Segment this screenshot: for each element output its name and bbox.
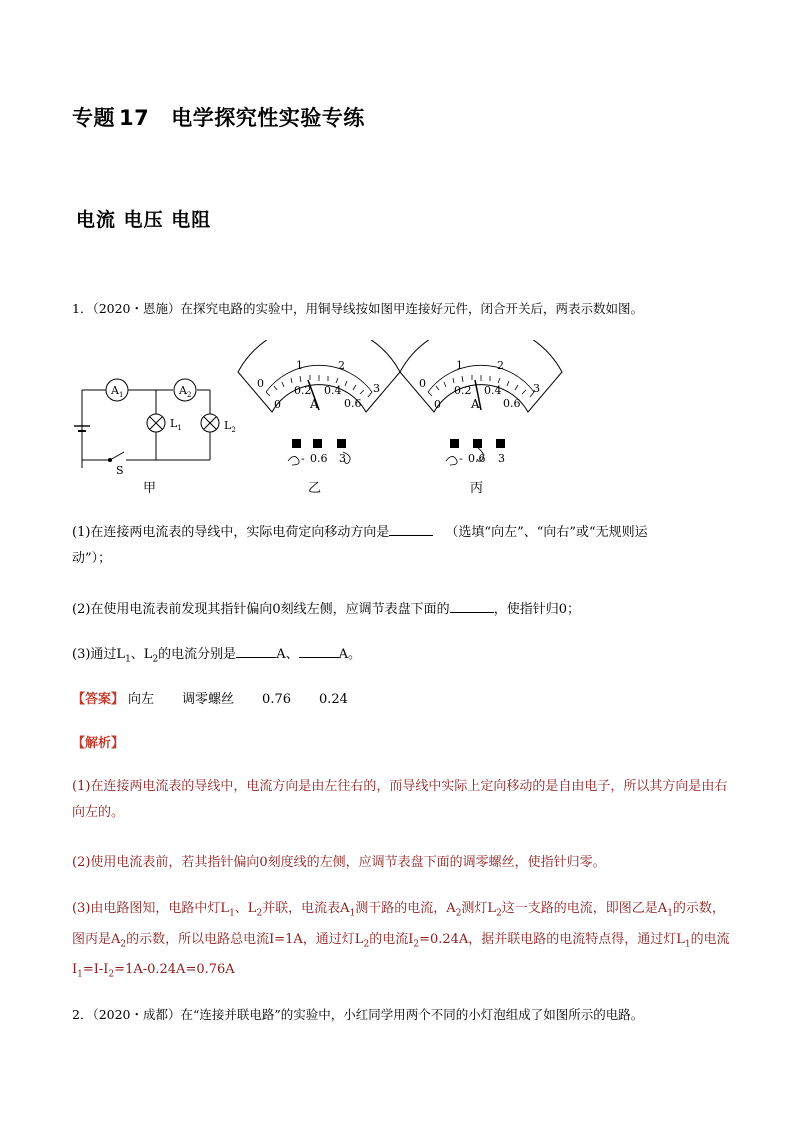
a3-0: (3)由电路图知，电路中灯L xyxy=(72,901,230,916)
dial-bing-top-1: 1 xyxy=(456,359,463,372)
lamp-2-label: $L_2$ xyxy=(224,419,236,434)
a3-4: 并联，电流表A xyxy=(262,901,350,916)
section-heading: 电流 电压 电阻 xyxy=(76,209,212,231)
dial-yi-top-0: 0 xyxy=(257,377,264,390)
part3-text-b: 、L xyxy=(130,647,153,662)
a3-13: 2 xyxy=(120,939,127,950)
dial-bing-terminal-3: 3 xyxy=(498,452,505,465)
ammeter-2-label: $A_2$ xyxy=(179,384,192,399)
a3-14: 的示数，所以电路总电流I=1A，通过灯L xyxy=(126,931,364,947)
dial-yi-terminal-neg: - xyxy=(301,452,305,465)
analysis-paragraph-2: (2)使用电流表前，若其指针偏向0刻度线的左侧，应调节表盘下面的调零螺丝，使指针归零。 xyxy=(72,855,606,870)
question-1-figure xyxy=(60,340,580,500)
dial-bing-caption: 丙 xyxy=(470,481,484,496)
dial-bing-terminal-neg: - xyxy=(459,452,463,465)
a3-6: 测干路的电流，A xyxy=(355,901,456,916)
dial-bing-top-0: 0 xyxy=(419,377,426,390)
analysis-paragraph-3 xyxy=(72,896,732,988)
a3-20: 的电流I xyxy=(72,931,730,978)
question-1-part-3 xyxy=(72,642,732,673)
dial-bing-bottom-1: 0.2 xyxy=(454,384,472,397)
part3-sub-1: 1 xyxy=(125,654,131,665)
a3-24: =1A-0.24A=0.76A xyxy=(114,962,235,978)
answer-label: 【答案】 xyxy=(72,692,125,707)
dial-bing-top-3: 3 xyxy=(533,382,540,395)
dial-yi-unit: A xyxy=(310,397,319,411)
dial-yi-top-3: 3 xyxy=(373,382,380,395)
answer-3: 0.76 xyxy=(262,692,291,707)
part3-sub-2: 2 xyxy=(152,654,159,665)
title-text: 电学探究性实验专练 xyxy=(171,106,365,130)
a3-16: 的电流I xyxy=(369,931,414,947)
part1-text-c: 动”）； xyxy=(72,551,112,566)
dial-yi-terminal-3: 3 xyxy=(339,452,346,465)
a3-18: =0.24A，据并联电路的电流特点得，通过灯L xyxy=(419,931,685,947)
title-prefix: 专题 xyxy=(72,106,115,130)
question-1-part-2 xyxy=(72,597,732,623)
ammeter-1-label: $A_1$ xyxy=(111,384,124,399)
title-number: 17 xyxy=(119,106,150,130)
dial-yi-caption: 乙 xyxy=(308,481,322,496)
part3-text-e: A。 xyxy=(338,647,361,662)
answer-line xyxy=(72,687,732,713)
circuit-caption: 甲 xyxy=(143,481,157,496)
a3-5: 1 xyxy=(349,908,356,919)
a3-12: 的示数，图丙是A xyxy=(72,901,725,947)
switch-label: S xyxy=(116,464,124,477)
part2-text-b: ，使指针归0； xyxy=(493,602,580,617)
ammeter-dial-yi xyxy=(238,340,400,412)
a3-9: 2 xyxy=(496,908,502,919)
question-2-stem: 2．（2020・成都）在“连接并联电路”的实验中，小红同学用两个不同的小灯泡组成了如图所示的电路。 xyxy=(72,1007,644,1022)
a3-17: 2 xyxy=(413,939,420,950)
ammeter-dial-bing xyxy=(400,340,562,412)
a3-11: 1 xyxy=(667,908,673,919)
part3-text-c: 的电流分别是 xyxy=(158,647,237,662)
dial-bing-terminal-06: 0.6 xyxy=(468,452,486,465)
part3-text-d: A、 xyxy=(276,647,299,662)
analysis-paragraph-1: (1)在连接两电流表的导线中，电流方向是由左往右的，而导线中实际上定向移动的是自由电子，所以其方向是由右向左的。 xyxy=(72,779,728,820)
dial-yi-terminal-06: 0.6 xyxy=(310,452,328,465)
a3-19: 1 xyxy=(684,939,691,950)
a3-23: 2 xyxy=(108,969,115,980)
part3-text-a: (3)通过L xyxy=(72,647,126,662)
part3-blank-1[interactable] xyxy=(236,644,276,658)
question-1-stem: 1．（2020・恩施）在探究电路的实验中，用铜导线按如图甲连接好元件，闭合开关后，两表示数如图。 xyxy=(72,301,644,316)
dial-yi-bottom-3: 0.6 xyxy=(344,397,362,410)
lamp-1-label: $L_1$ xyxy=(170,417,182,432)
dial-bing-bottom-3: 0.6 xyxy=(503,397,521,410)
part2-text-a: (2)在使用电流表前发现其指针偏向0刻线左侧，应调节表盘下面的 xyxy=(72,602,450,617)
a3-2: 、L xyxy=(234,901,257,916)
a3-21: 1 xyxy=(77,969,83,980)
answer-1: 向左 xyxy=(128,692,155,707)
part1-blank[interactable] xyxy=(389,522,433,536)
a3-15: 2 xyxy=(363,939,370,950)
dial-bing-unit: A xyxy=(471,397,480,411)
dial-bing-bottom-2: 0.4 xyxy=(484,384,502,397)
dial-bing-bottom-0: 0 xyxy=(434,398,441,411)
dial-yi-top-2: 2 xyxy=(338,359,345,372)
a3-1: 1 xyxy=(229,908,235,919)
dial-yi-bottom-0: 0 xyxy=(274,398,281,411)
answer-2: 调零螺丝 xyxy=(182,692,235,707)
answer-4: 0.24 xyxy=(319,692,348,707)
part1-text-b: （选填“向左”、“向右”或“无规则运 xyxy=(445,525,648,540)
a3-8: 测灯L xyxy=(461,901,497,916)
part3-blank-2[interactable] xyxy=(299,644,339,658)
dial-yi-bottom-1: 0.2 xyxy=(294,384,312,397)
dial-yi-top-1: 1 xyxy=(296,359,303,372)
analysis-label: 【解析】 xyxy=(72,736,125,751)
part2-blank[interactable] xyxy=(450,599,494,613)
a3-10: 这一支路的电流，即图乙是A xyxy=(501,901,668,916)
a3-3: 2 xyxy=(256,908,263,919)
part1-text-a: (1)在连接两电流表的导线中，实际电荷定向移动方向是 xyxy=(72,525,390,540)
dial-bing-top-2: 2 xyxy=(497,359,504,372)
a3-7: 2 xyxy=(455,908,462,919)
circuit-diagram xyxy=(74,379,219,468)
dial-yi-bottom-2: 0.4 xyxy=(324,384,342,397)
a3-22: =I-I xyxy=(82,962,109,978)
question-1-part-1 xyxy=(72,520,732,572)
page-title xyxy=(72,102,365,132)
